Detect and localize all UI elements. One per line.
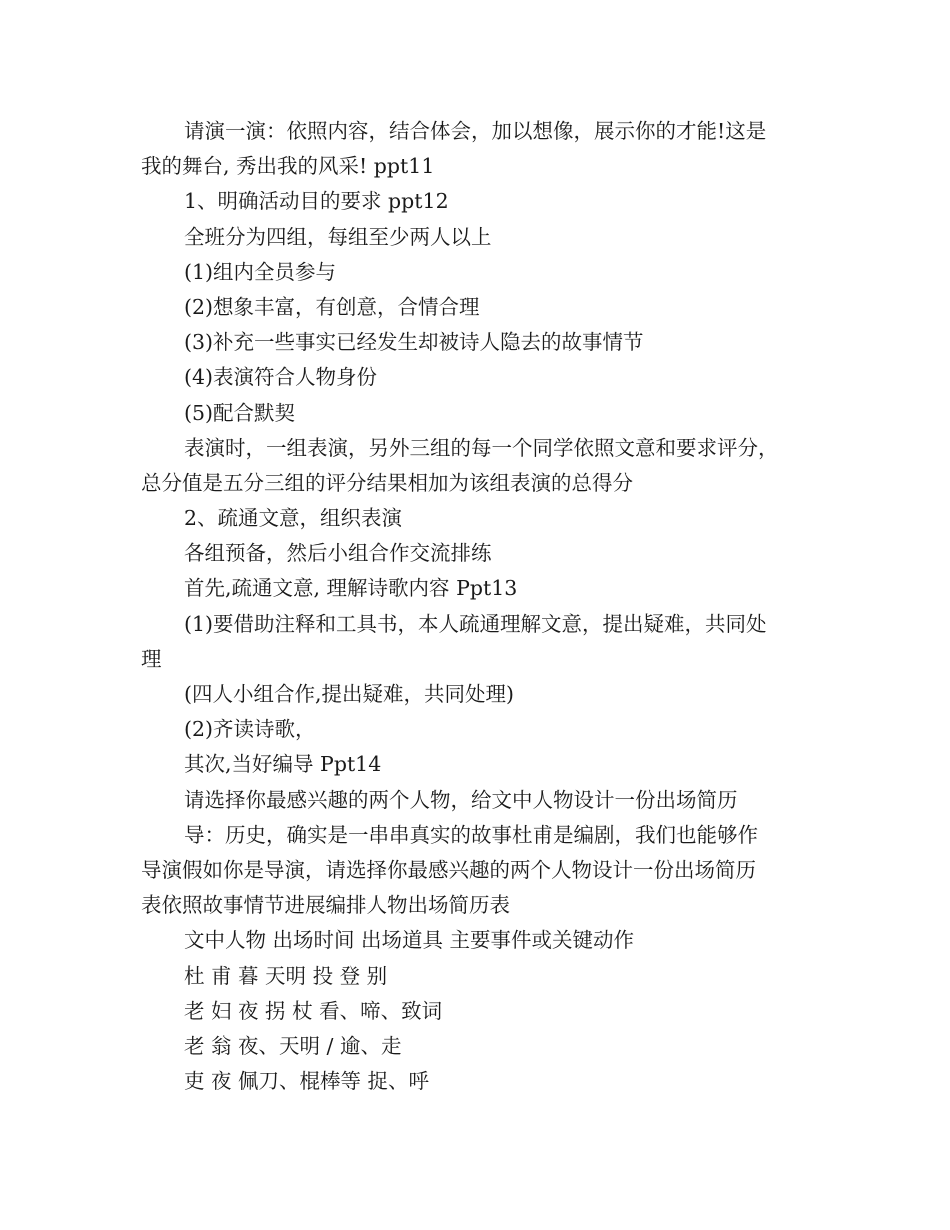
paragraph-line: 表演时，一组表演，另外三组的每一个同学依照文意和要求评分， bbox=[184, 435, 779, 460]
list-item: (1)组内全员参与 bbox=[184, 259, 337, 284]
table-header-row: 文中人物 出场时间 出场道具 主要事件或关键动作 bbox=[184, 928, 635, 953]
list-item: (3)补充一些事实已经发生却被诗人隐去的故事情节 bbox=[184, 330, 644, 355]
table-row: 吏 夜 佩刀、棍棒等 捉、呼 bbox=[184, 1069, 430, 1094]
paragraph-line: 请演一演：依照内容，结合体会，加以想像，展示你的才能!这是 bbox=[184, 119, 767, 143]
section-heading: 2、疏通文意，组织表演 bbox=[184, 506, 403, 531]
paragraph-line: 请选择你最感兴趣的两个人物，给文中人物设计一份出场简历 bbox=[184, 787, 738, 812]
paragraph-line: 表依照故事情节进展编排人物出场简历表 bbox=[141, 893, 510, 918]
paragraph-line: (四人小组合作,提出疑难，共同处理) bbox=[184, 682, 515, 706]
paragraph-line: 各组预备，然后小组合作交流排练 bbox=[184, 541, 492, 566]
list-item: (2)想象丰富，有创意，合情合理 bbox=[184, 294, 480, 319]
list-item: (5)配合默契 bbox=[184, 400, 296, 425]
section-heading: 1、明确活动目的要求 ppt12 bbox=[184, 189, 449, 214]
list-item: (1)要借助注释和工具书，本人疏通理解文意，提出疑难，共同处 bbox=[184, 611, 767, 636]
paragraph-line: 其次,当好编导 Ppt14 bbox=[184, 752, 382, 777]
paragraph-line: 导演假如你是导演，请选择你最感兴趣的两个人物设计一份出场简历 bbox=[141, 857, 756, 882]
table-row: 杜 甫 暮 天明 投 登 别 bbox=[184, 963, 388, 988]
paragraph-line: 导：历史，确实是一串串真实的故事杜甫是编剧，我们也能够作 bbox=[184, 822, 758, 847]
paragraph-line: 全班分为四组，每组至少两人以上 bbox=[184, 224, 492, 249]
table-row: 老 妇 夜 拐 杖 看、啼、致词 bbox=[184, 998, 443, 1023]
table-row: 老 翁 夜、天明 / 逾、走 bbox=[184, 1033, 402, 1058]
paragraph-line: 我的舞台, 秀出我的风采! ppt11 bbox=[141, 154, 435, 179]
paragraph-line: 首先,疏通文意, 理解诗歌内容 Ppt13 bbox=[184, 576, 518, 601]
list-item: (2)齐读诗歌， bbox=[184, 717, 316, 742]
paragraph-line: 总分值是五分三组的评分结果相加为该组表演的总得分 bbox=[141, 470, 633, 495]
document-body bbox=[141, 114, 821, 1099]
paragraph-line: 理 bbox=[141, 646, 162, 671]
list-item: (4)表演符合人物身份 bbox=[184, 365, 378, 390]
